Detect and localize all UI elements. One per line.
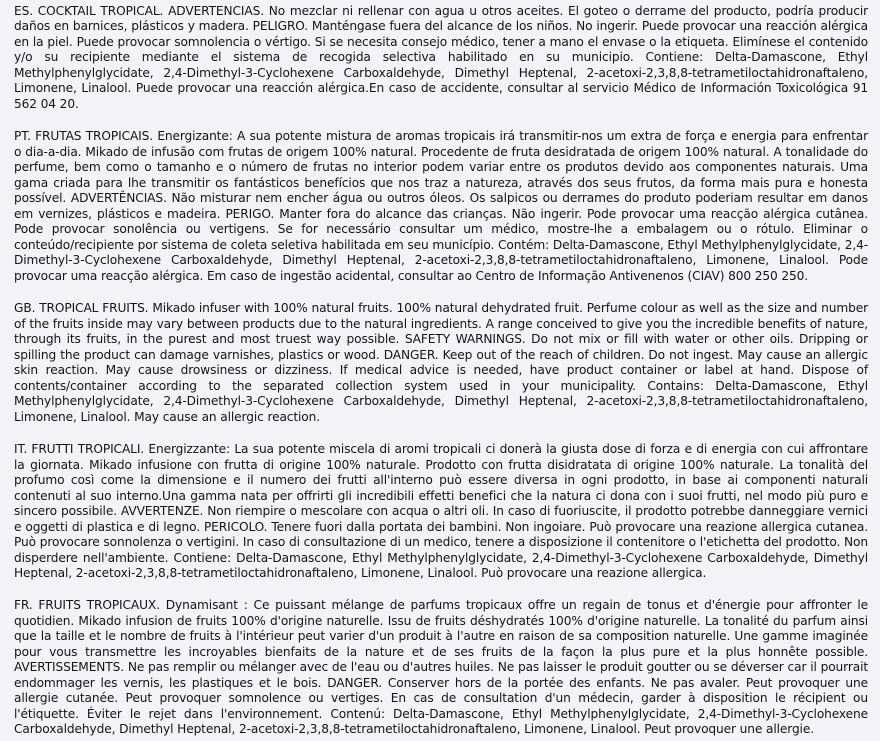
section-fr: FR. FRUITS TROPICAUX. Dynamisant : Ce puissant mélange de parfums tropicaux offre un regain de tonus et d'énergie pour affronter le quotidien. Mikado infusion de fruits 100% d'origine naturelle. Issu de fruits déshydratés 100% d'origine naturelle. La tonalité du parfum ainsi que la taille et le nombre de fruits à l'intérieur peut varier d'un produit à l'autre en raison de sa composition naturelle. Une gamme imaginée pour vous transmettre les incroyables bienfaits de la nature et de ses fruits de la façon la plus pure et la plus honnête possible. AVERTISSEMENTS. Ne pas remplir ou mélanger avec de l'eau ou d'autres huiles. Ne pas laisser le produit goutter ou se déverser car il pourrait endommager les vernis, les plastiques et le bois. DANGER. Conserver hors de la portée des enfants. Ne pas avaler. Peut provoquer une allergie cutanée. Peut provoquer somnolence ou vertiges. En cas de consultation d'un médecin, garder à disposition le récipient ou l'étiquette. Éviter le rejet dans l'environnement. Contenú: Delta-Damascone, Ethyl Methylphenylglycidate, 2,4-Dimethyl-3-Cyclohexene Carboxaldehyde, Dimethyl Heptenal, 2-acetoxi-2,3,8,8-tetrametiloctahidronaftaleno, Limonene, Linalool. Peut provoquer une allergie.	[14, 598, 868, 737]
section-pt: PT. FRUTAS TROPICAIS. Energizante: A sua potente mistura de aromas tropicais irá transmitir-nos um extra de força e energia para enfrentar o dia-a-dia. Mikado de infusão com frutas de origem 100% natural. Procedente de fruta desidratada de origem 100% natural. A tonalidade do perfume, bem como o tamanho e o número de frutas no interior podem variar entre os produtos devido aos componentes naturais. Uma gama criada para lhe transmitir os fantásticos benefícios que nos traz a natureza, através dos seus frutos, da forma mais pura e honesta possível. ADVERTÊNCIAS. Não misturar nem encher água ou outros óleos. Os salpicos ou derrames do produto poderiam resultar em danos em vernizes, plásticos e madeira. PERIGO. Manter fora do alcance das crianças. Não ingerir. Pode provocar uma reacção alérgica cutânea. Pode provocar sonolência ou vertigens. Se for necessário consultar um médico, mostre-lhe a embalagem ou o rótulo. Eliminar o conteúdo/recipiente por sistema de coleta seletiva habilitada em seu município. Contém: Delta-Damascone, Ethyl Methylphenylglycidate, 2,4-Dimethyl-3-Cyclohexene Carboxaldehyde, Dimethyl Heptenal, 2-acetoxi-2,3,8,8-tetrametiloctahidronaftaleno, Limonene, Linalool. Pode provocar uma reacção alérgica. Em caso de ingestão acidental, consultar ao Centro de Informação Antivenenos (CIAV) 800 250 250.	[14, 129, 868, 283]
section-es: ES. COCKTAIL TROPICAL. ADVERTENCIAS. No mezclar ni rellenar con agua u otros aceites. El goteo o derrame del producto, podría producir daños en barnices, plásticos y madera. PELIGRO. Manténgase fuera del alcance de los niños. No ingerir. Puede provocar una reacción alérgica en la piel. Puede provocar somnolencia o vértigo. Si se necesita consejo médico, tener a mano el envase o la etiqueta. Elimínese el contenido y/o su recipiente mediante el sistema de recogida selectiva habilitado en su municipio. Contiene: Delta-Damascone, Ethyl Methylphenylglycidate, 2,4-Dimethyl-3-Cyclohexene Carboxaldehyde, Dimethyl Heptenal, 2-acetoxi-2,3,8,8-tetrametiloctahidronaftaleno, Limonene, Linalool. Puede provocar una reacción alérgica.En caso de accidente, consultar al servicio Médico de Información Toxicológica 91 562 04 20.	[14, 4, 868, 111]
section-gb: GB. TROPICAL FRUITS. Mikado infuser with 100% natural fruits. 100% natural dehydrated fruit. Perfume colour as well as the size and number of the fruits inside may vary between products due to the natural ingredients. A range conceived to give you the incredible benefits of nature, through its fruits, in the purest and most truest way possible. SAFETY WARNINGS. Do not mix or fill with water or other oils. Dripping or spilling the product can damage varnishes, plastics or wood. DANGER. Keep out of the reach of children. Do not ingest. May cause an allergic skin reaction. May cause drowsiness or dizziness. If medical advice is needed, have product container or label at hand. Dispose of contents/container according to the separated collection system used in your municipality. Contains: Delta-Damascone, Ethyl Methylphenylglycidate, 2,4-Dimethyl-3-Cyclohexene Carboxaldehyde, Dimethyl Heptenal, 2-acetoxi-2,3,8,8-tetrametiloctahidronaftaleno, Limonene, Linalool. May cause an allergic reaction.	[14, 301, 868, 424]
section-it: IT. FRUTTI TROPICALI. Energizzante: La sua potente miscela di aromi tropicali ci donerà la giusta dose di forza e di energia con cui affrontare la giornata. Mikado infusione con frutta di origine 100% naturale. Prodotto con frutta disidratata di origine 100% naturale. La tonalità del profumo così come la dimensione e il numero dei frutti all'interno può essere diversa in ogni prodotto, in base ai componenti naturali contenuti al suo interno.Una gamma nata per offrirti gli incredibili effetti benefici che la natura ci dona con i suoi frutti, nel modo più puro e sincero possibile. AVVERTENZE. Non riempire o mescolare con acqua o altri oli. In caso di fuoriuscite, il prodotto potrebbe danneggiare vernici e oggetti di plastica e di legno. PERICOLO. Tenere fuori dalla portata dei bambini. Non ingoiare. Può provocare una reazione allergica cutanea. Può provocare sonnolenza o vertigini. In caso di consultazione di un medico, tenere a disposizione il contenitore o l'etichetta del prodotto. Non disperdere nell'ambiente. Contiene: Delta-Damascone, Ethyl Methylphenylglycidate, 2,4-Dimethyl-3-Cyclohexene Carboxaldehyde, Dimethyl Heptenal, 2-acetoxi-2,3,8,8-tetrametiloctahidronaftaleno, Limonene, Linalool. Può provocare una reazione allergica.	[14, 442, 868, 580]
